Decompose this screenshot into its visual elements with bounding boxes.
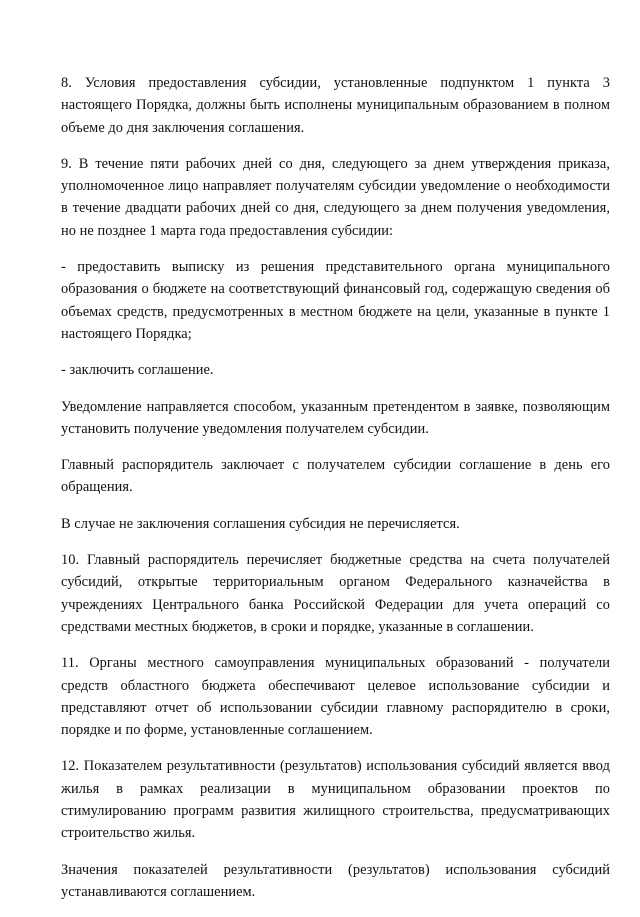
paragraph-11-reporting: 11. Органы местного самоуправления муниципальных образований - получатели средств областного бюджета обеспечивают целевое использование субсидии и представляют отчет об использовании субсидии главному распорядителю в сроки, порядке и по форме, установленные соглашением.: [61, 655, 610, 739]
paragraph-agreement-day: Главный распорядитель заключает с получателем субсидии соглашение в день его обращения.: [61, 457, 610, 496]
list-item-conclude-agreement: - заключить соглашение.: [61, 362, 214, 379]
list-item-provide-extract: - предоставить выписку из решения представительного органа муниципального образования о бюджете на соответствующий финансовый год, содержащую сведения об объемах средств, предусмотренных в местном бюджете на цели, указанные в пункте 1 настоящего Порядка;: [61, 259, 610, 342]
paragraph-no-agreement: В случае не заключения соглашения субсидия не перечисляется.: [61, 515, 460, 532]
document-page: [61, 72, 610, 917]
paragraph-12-performance: 12. Показателем результативности (результатов) использования субсидий является ввод жилья в рамках реализации в муниципальном образовании проектов по стимулированию программ развития жилищного строительства, предусматривающих строительство жилья.: [61, 758, 610, 842]
paragraph-indicator-values: Значения показателей результативности (результатов) использования субсидий устанавливаются соглашением.: [61, 861, 610, 900]
paragraph-9-notification: 9. В течение пяти рабочих дней со дня, следующего за днем утверждения приказа, уполномоченное лицо направляет получателям субсидии уведомление о необходимости в течение двадцати рабочих дней со дня, следующего за днем получения уведомления, но не позднее 1 марта года предоставления субсидии:: [61, 155, 610, 239]
paragraph-notification-method: Уведомление направляется способом, указанным претендентом в заявке, позволяющим установить получение уведомления получателем субсидии.: [61, 398, 610, 437]
paragraph-8-conditions: 8. Условия предоставления субсидии, установленные подпунктом 1 пункта 3 настоящего Порядка, должны быть исполнены муниципальным образованием в полном объеме до дня заключения соглашения.: [61, 75, 610, 136]
paragraph-10-transfer: 10. Главный распорядитель перечисляет бюджетные средства на счета получателей субсидий, открытые территориальным органом Федерального казначейства в учреждениях Центрального банка Российской Федерации для учета операций со средствами местных бюджетов, в сроки и порядке, указанные в соглашении.: [61, 552, 610, 635]
